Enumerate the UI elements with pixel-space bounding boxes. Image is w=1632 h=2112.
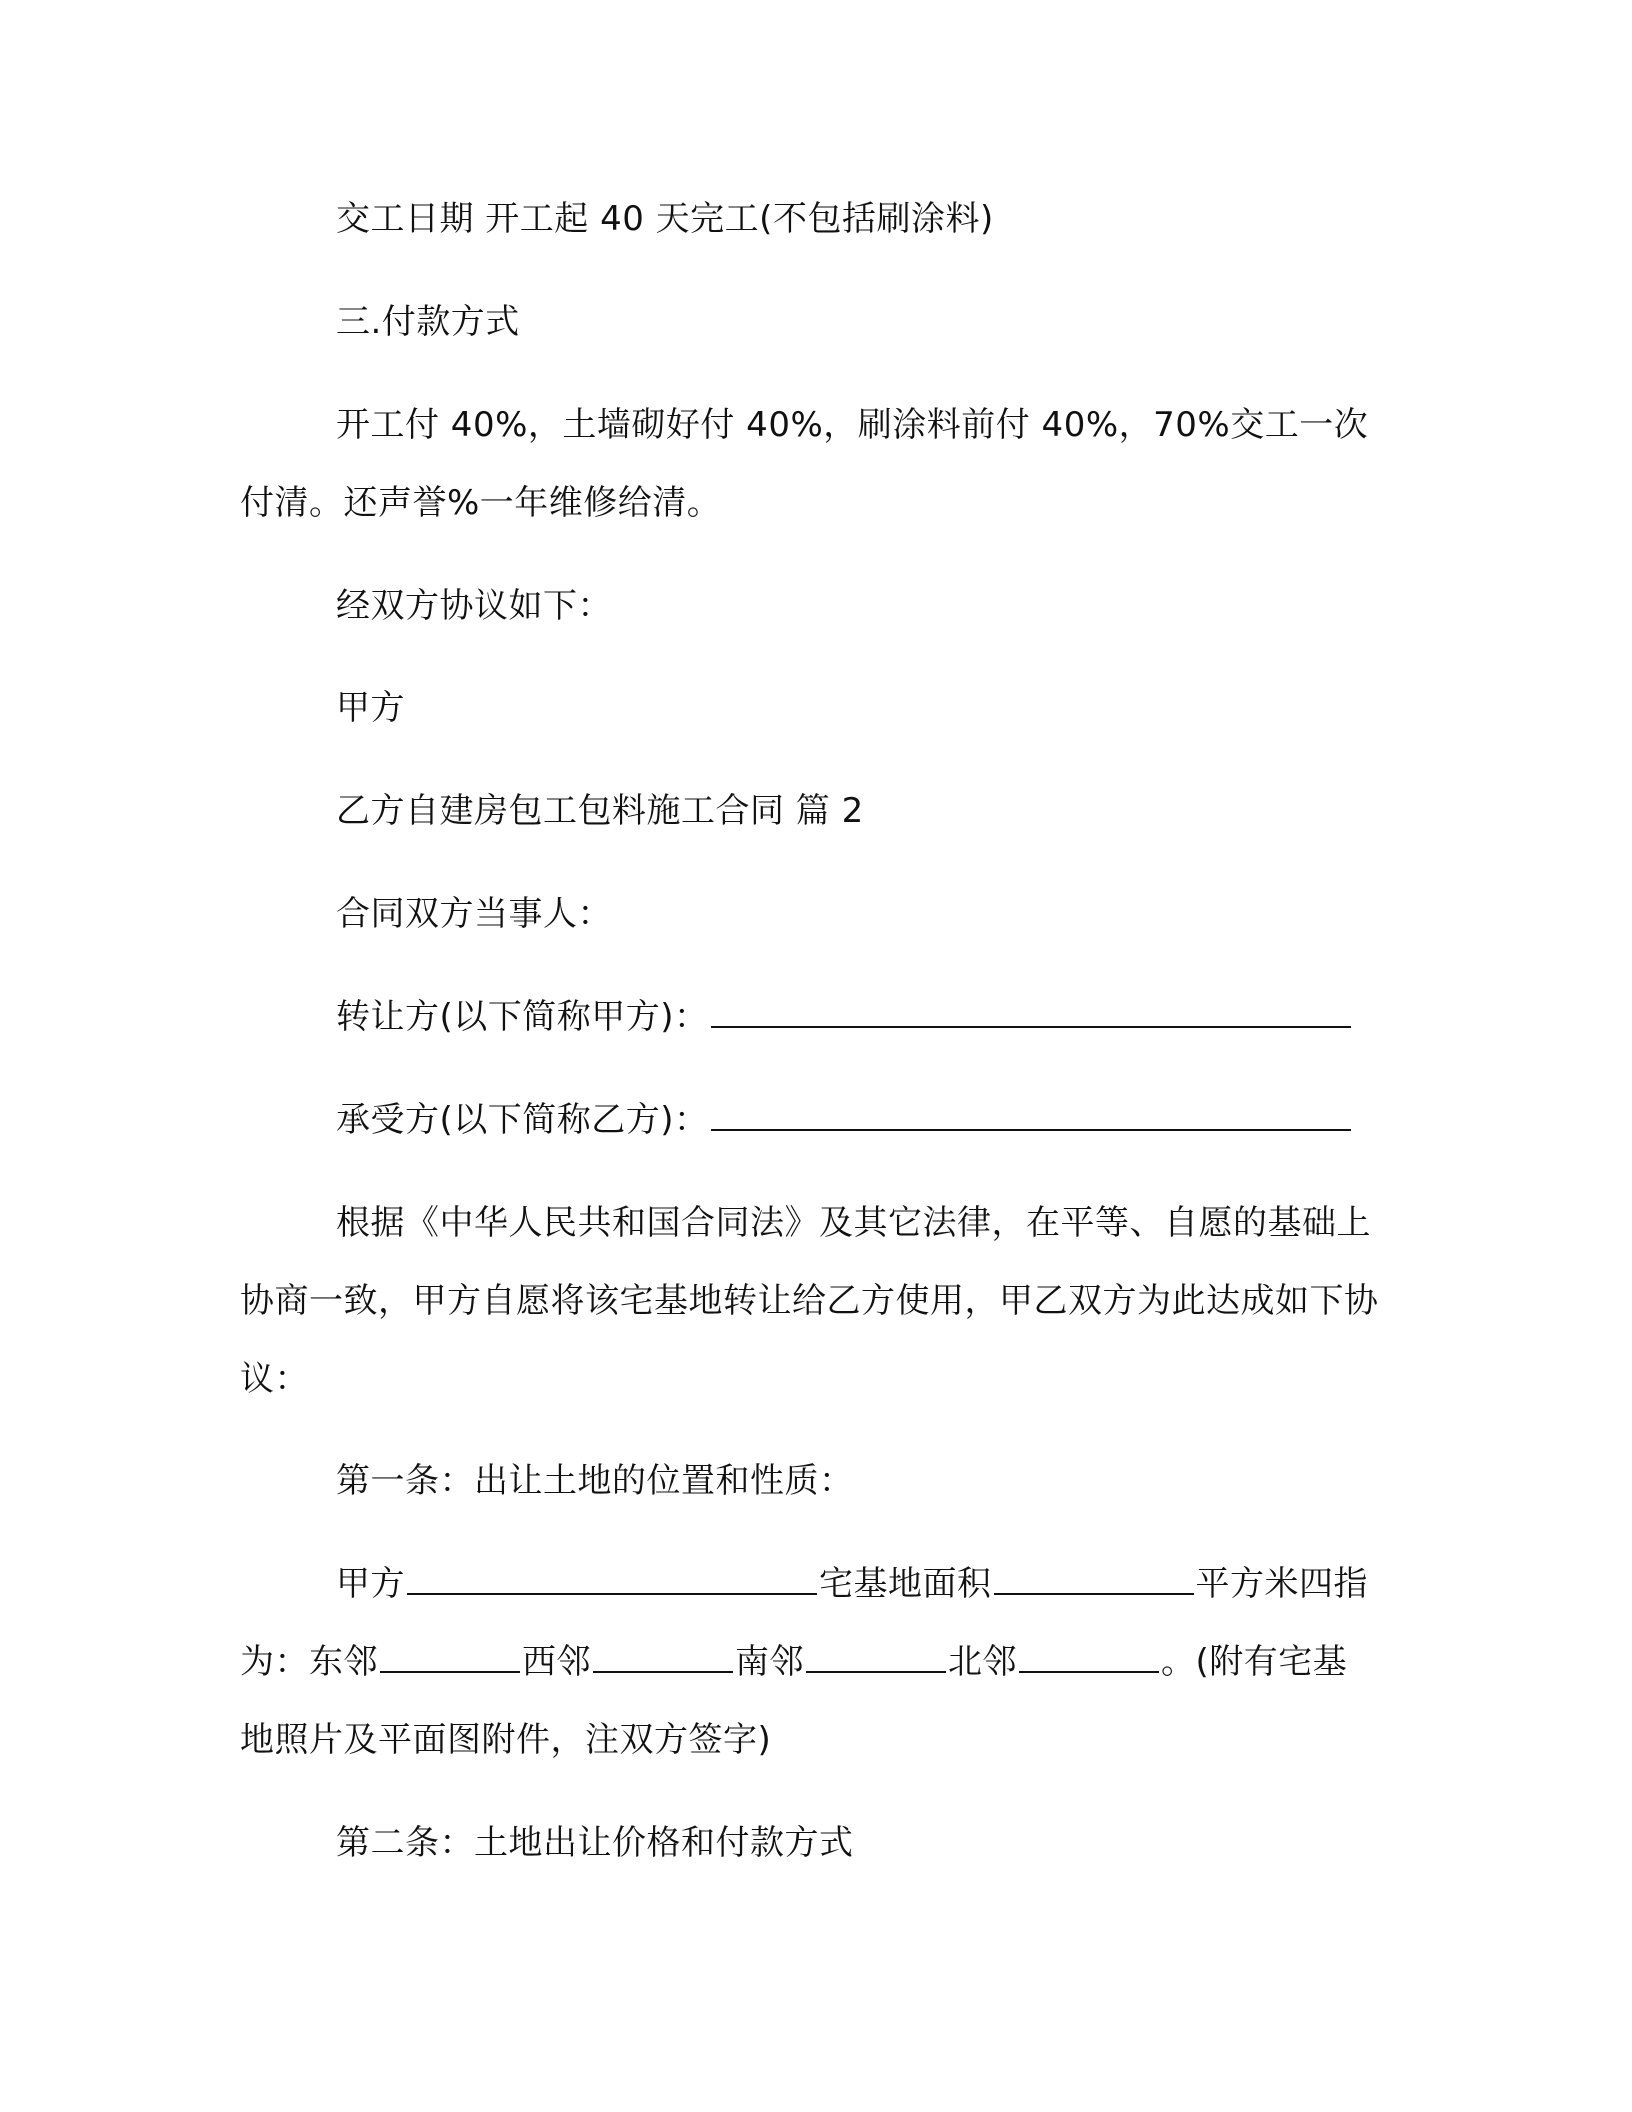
paragraph-payment-heading: 三.付款方式: [336, 302, 520, 342]
land-party-a-label: 甲方: [336, 1564, 405, 1604]
land-party-a-blank: [407, 1563, 817, 1595]
paragraph-parties-heading: 合同双方当事人：: [336, 894, 612, 934]
paragraph-contract-title: 乙方自建房包工包料施工合同 篇 2: [336, 791, 864, 831]
paragraph-article-two: 第二条：土地出让价格和付款方式: [336, 1823, 854, 1863]
land-east-label: 平方米四指为：东邻: [240, 1564, 1368, 1682]
land-south-label: 南邻: [735, 1642, 804, 1682]
paragraph-payment-terms: 开工付 40%，土墙砌好付 40%，刷涂料前付 40%，70%交工一次付清。还声誉%一年维修给清。: [240, 405, 1369, 523]
transferee-label: 承受方(以下简称乙方)：: [336, 1100, 709, 1140]
land-east-blank: [380, 1641, 520, 1673]
transferor-blank-line: [711, 996, 1351, 1028]
transferee-blank-line: [711, 1099, 1351, 1131]
paragraph-agreement-intro: 经双方协议如下：: [336, 586, 612, 626]
transferor-label: 转让方(以下简称甲方)：: [336, 997, 709, 1037]
land-north-blank: [1019, 1641, 1159, 1673]
paragraph-land-details: [240, 1545, 1380, 1779]
land-area-blank: [994, 1563, 1194, 1595]
paragraph-transferee: [240, 1081, 1380, 1159]
paragraph-completion-date: 交工日期 开工起 40 天完工(不包括刷涂料): [336, 199, 994, 239]
land-area-label: 宅基地面积: [819, 1564, 992, 1604]
land-west-label: 西邻: [522, 1642, 591, 1682]
land-north-label: 北邻: [948, 1642, 1017, 1682]
paragraph-legal-basis: 根据《中华人民共和国合同法》及其它法律，在平等、自愿的基础上协商一致，甲方自愿将该宅基地转让给乙方使用，甲乙双方为此达成如下协议：: [240, 1203, 1379, 1399]
land-attachment-note: 。(附有宅基地照片及平面图附件，注双方签字): [240, 1642, 1348, 1760]
land-south-blank: [806, 1641, 946, 1673]
paragraph-party-a: 甲方: [336, 688, 405, 728]
paragraph-transferor: [240, 978, 1380, 1056]
land-west-blank: [593, 1641, 733, 1673]
paragraph-article-one: 第一条：出让土地的位置和性质：: [336, 1461, 854, 1501]
